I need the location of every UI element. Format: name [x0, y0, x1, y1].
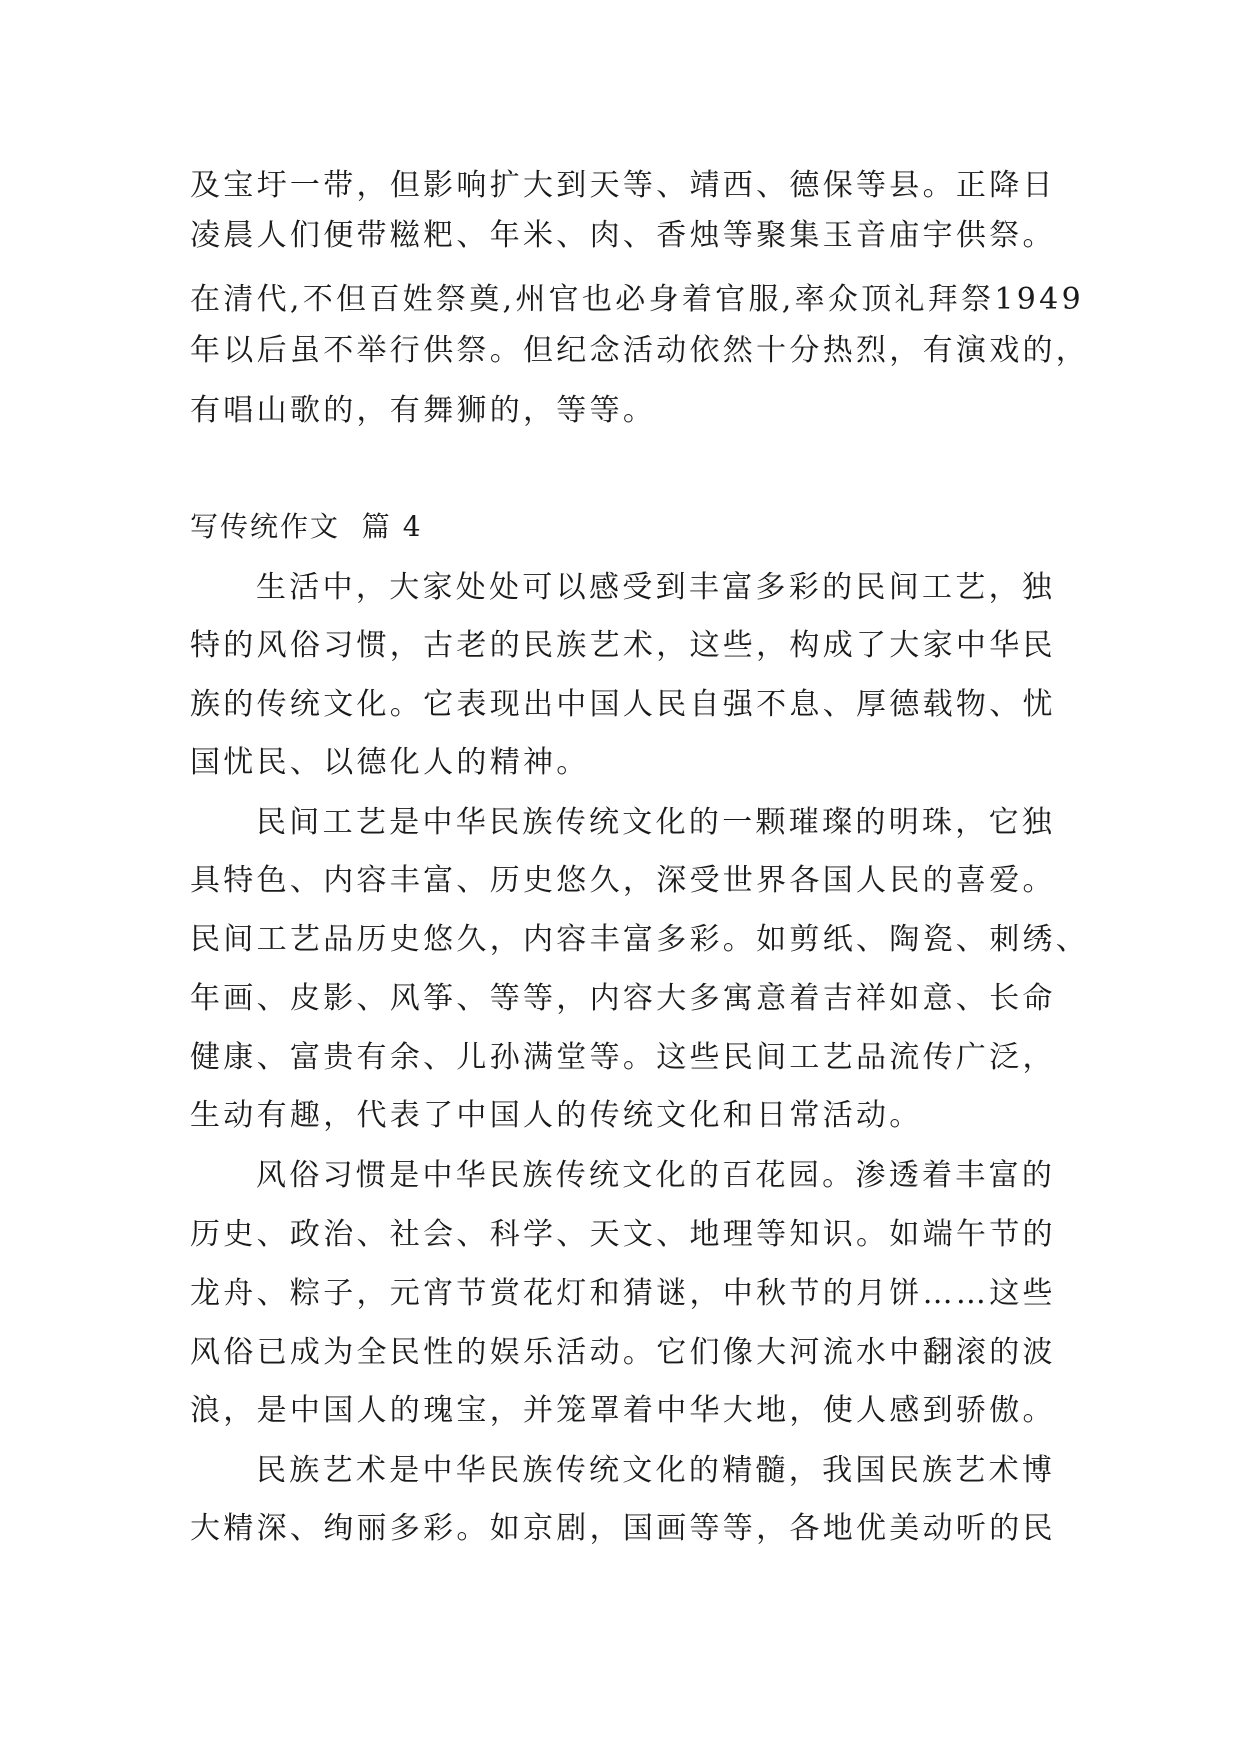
text-line: 民间工艺品历史悠久，内容丰富多彩。如剪纸、陶瓷、刺绣、 [190, 922, 1090, 957]
text-line: 年画、皮影、风筝、等等，内容大多寓意着吉祥如意、长命 [190, 981, 1056, 1016]
text-line: 民间工艺是中华民族传统文化的一颗璀璨的明珠，它独 [256, 805, 1056, 840]
text-line: 族的传统文化。它表现出中国人民自强不息、厚德载物、忧 [190, 687, 1056, 722]
text-line: 风俗习惯是中华民族传统文化的百花园。渗透着丰富的 [256, 1158, 1056, 1193]
text-line: 国忧民、以德化人的精神。 [190, 745, 590, 780]
text-line: 健康、富贵有余、儿孙满堂等。这些民间工艺品流传广泛， [190, 1040, 1056, 1075]
text-line: 及宝圩一带，但影响扩大到天等、靖西、德保等县。正降日 [190, 168, 1056, 203]
text-line: 民族艺术是中华民族传统文化的精髓，我国民族艺术博 [256, 1453, 1056, 1488]
text-line: 风俗已成为全民性的娱乐活动。它们像大河流水中翻滚的波 [190, 1335, 1056, 1370]
text-line: 特的风俗习惯，古老的民族艺术，这些，构成了大家中华民 [190, 628, 1056, 663]
text-line: 生动有趣，代表了中国人的传统文化和日常活动。 [190, 1098, 923, 1133]
text-line: 龙舟、粽子，元宵节赏花灯和猜谜，中秋节的月饼……这些 [190, 1276, 1056, 1311]
text-line: 凌晨人们便带糍粑、年米、肉、香烛等聚集玉音庙宇供祭。 [190, 218, 1056, 253]
text-line: 历史、政治、社会、科学、天文、地理等知识。如端午节的 [190, 1217, 1056, 1252]
text-line: 大精深、绚丽多彩。如京剧，国画等等，各地优美动听的民 [190, 1511, 1056, 1546]
section-title: 写传统作文 篇 4 [190, 510, 423, 543]
text-line: 在清代,不但百姓祭奠,州官也必身着官服,率众顶礼拜祭1949 [190, 282, 1084, 317]
text-line: 有唱山歌的，有舞狮的，等等。 [190, 393, 657, 428]
text-line: 浪，是中国人的瑰宝，并笼罩着中华大地，使人感到骄傲。 [190, 1393, 1056, 1428]
text-line: 生活中，大家处处可以感受到丰富多彩的民间工艺，独 [256, 570, 1056, 605]
text-line: 具特色、内容丰富、历史悠久，深受世界各国人民的喜爱。 [190, 863, 1056, 898]
text-line: 年以后虽不举行供祭。但纪念活动依然十分热烈，有演戏的， [190, 333, 1090, 368]
